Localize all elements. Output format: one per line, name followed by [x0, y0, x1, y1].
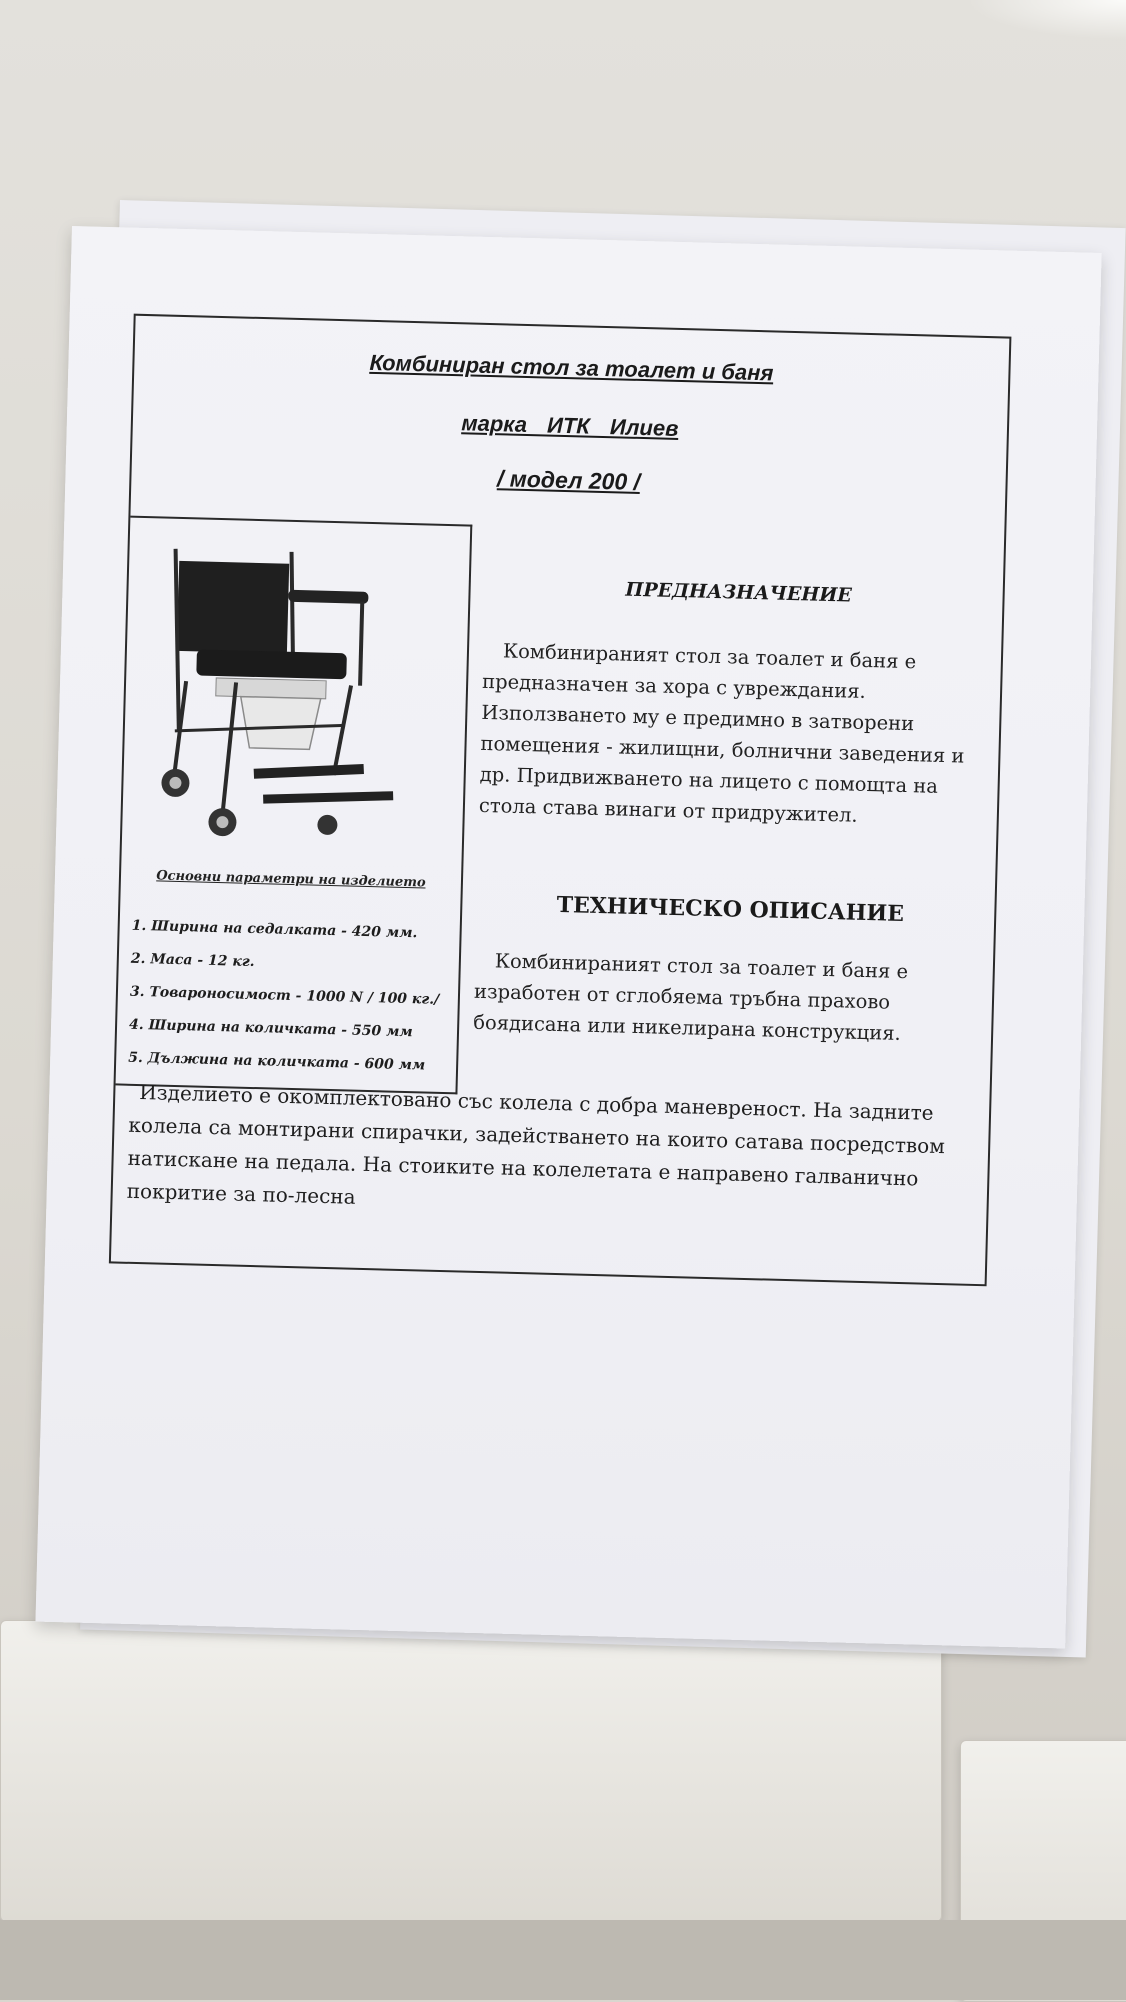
param-item: 2. Маса - 12 кг.: [130, 950, 255, 971]
cabinet-drawer-left: [0, 1620, 942, 1922]
equipment-text: Изделието е окомплектовано със колела с добра маневреност. На задните колела са монтирани спирачки, задействането на които сатава посредством натискане на педала. На стоиките на колелетата е направено галванично покритие за по-лесна: [126, 1080, 946, 1209]
param-item: 5. Дължина на количката - 600 мм: [128, 1049, 426, 1074]
chair-armrest: [288, 590, 368, 604]
param-item: 3. Товароносимост - 1000 N / 100 кг./: [129, 983, 440, 1008]
brand-line: марка ИТК Илиев: [461, 410, 679, 441]
commode-chair-icon: [142, 530, 450, 858]
purpose-heading: ПРЕДНАЗНАЧЕНИЕ: [625, 578, 853, 607]
paper-sheet: [35, 226, 1101, 1648]
document-frame: [109, 314, 1012, 1287]
chair-seat: [196, 649, 347, 679]
params-list: [128, 918, 462, 1092]
product-image-box: [116, 516, 473, 1095]
technical-heading: ТЕХНИЧЕСКО ОПИСАНИЕ: [556, 891, 905, 928]
chair-footrest: [254, 764, 364, 779]
chair-backrest: [177, 561, 289, 654]
light-glare: [966, 0, 1126, 40]
param-item: 1. Ширина на седалката - 420 мм.: [131, 917, 418, 942]
cabinet-shadow: [0, 1920, 1126, 2000]
purpose-text: Комбинираният стол за тоалет и баня е предназначен за хора с увреждания. Използването му е предимно в затворени помещения - жилищни, болнични заведения и др. Придвижването на лицето с помощта на стола става винаги от придружител.: [478, 639, 965, 827]
technical-text: Комбинираният стол за тоалет и баня е изработен от сглобяема тръбна прахово боядисана или никелирана конструкция.: [472, 949, 909, 1045]
params-title: Основни параметри на изделието: [156, 868, 426, 891]
param-item: 4. Ширина на количката - 550 мм: [128, 1016, 413, 1041]
chair-bucket: [239, 697, 320, 750]
document-title: Комбиниран стол за тоалет и баня: [369, 349, 774, 386]
model-line: / модел 200 /: [496, 465, 641, 495]
